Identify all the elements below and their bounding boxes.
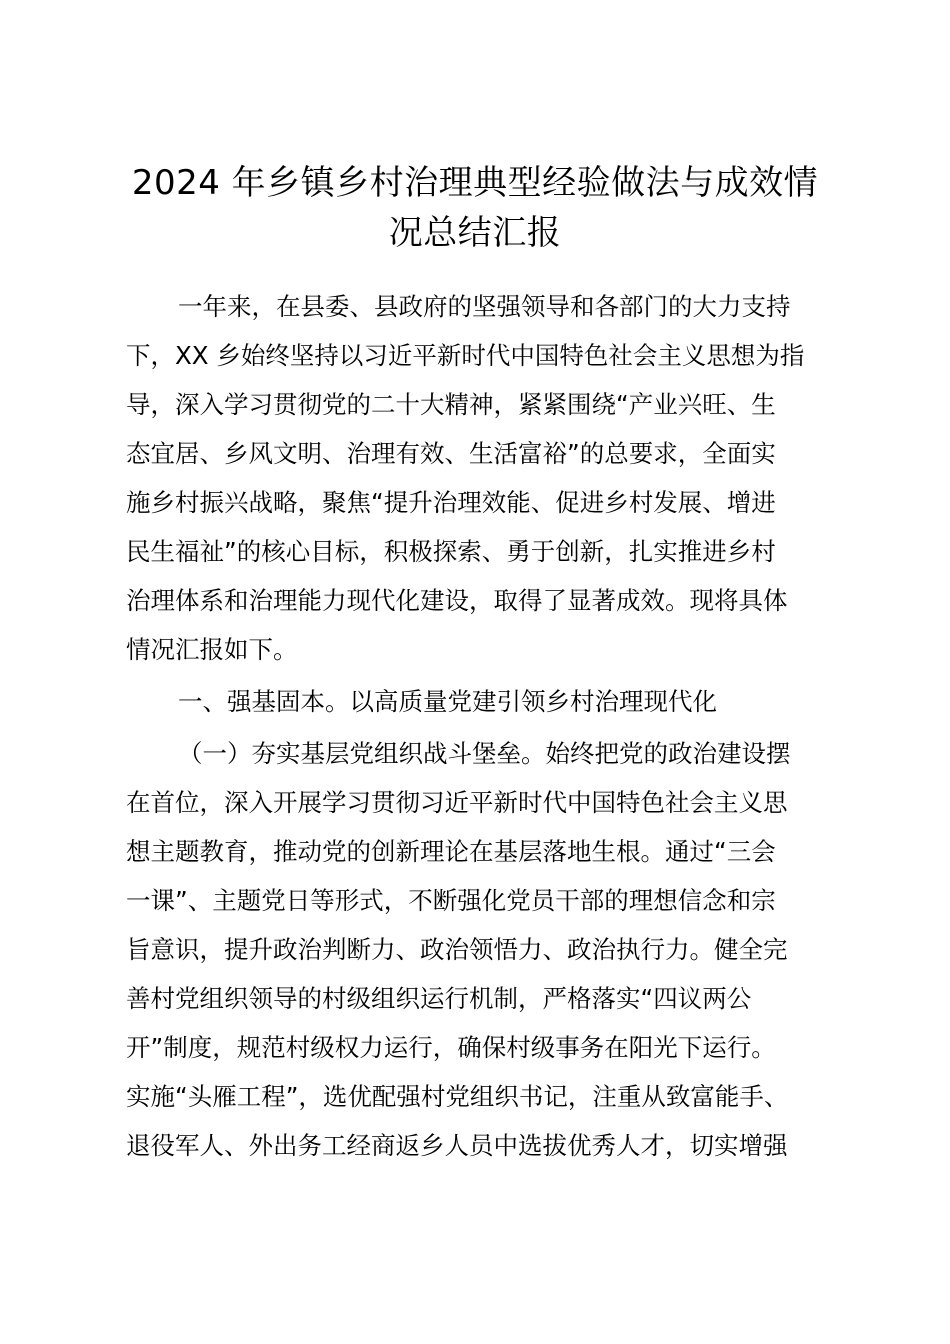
heading-line: 一、强基固本。以高质量党建引领乡村治理现代化 (178, 687, 717, 716)
text-line: 民生福祉”的核心目标，积极探索、勇于创新，扎实推进乡村 (126, 537, 776, 566)
text-line: 一课”、主题党日等形式，不断强化党员干部的理想信念和宗 (126, 886, 776, 915)
intro-paragraph (126, 282, 830, 674)
text-line: 实施“头雁工程”，选优配强村党组织书记，注重从致富能手、 (126, 1082, 789, 1111)
section-heading (126, 677, 830, 726)
text-line: 导，深入学习贯彻党的二十大精神，紧紧围绕“产业兴旺、生 (126, 390, 776, 419)
text-line: 一年来，在县委、县政府的坚强领导和各部门的大力支持 (178, 292, 791, 321)
text-line: 开”制度，规范村级权力运行，确保村级事务在阳光下运行。 (126, 1033, 776, 1062)
text-line: 情况汇报如下。 (126, 635, 298, 664)
text-line: （一）夯实基层党组织战斗堡垒。始终把党的政治建设摆 (178, 739, 791, 768)
text-line: 退役军人、外出务工经商返乡人员中选拔优秀人才，切实增强 (126, 1131, 788, 1160)
title-line: 况总结汇报 (388, 213, 562, 253)
document-body (126, 282, 830, 1170)
subsection-paragraph (126, 729, 830, 1170)
document-title (100, 158, 850, 258)
text-line: 施乡村振兴战略，聚焦“提升治理效能、促进乡村发展、增进 (126, 488, 776, 517)
text-line: 治理体系和治理能力现代化建设，取得了显著成效。现将具体 (126, 586, 788, 615)
title-line: 2024 年乡镇乡村治理典型经验做法与成效情 (131, 163, 819, 203)
text-line: 善村党组织领导的村级组织运行机制，严格落实“四议两公 (126, 984, 752, 1013)
text-line: 在首位，深入开展学习贯彻习近平新时代中国特色社会主义思 (126, 788, 788, 817)
text-line: 态宜居、乡风文明、治理有效、生活富裕”的总要求，全面实 (126, 439, 776, 468)
text-line: 想主题教育，推动党的创新理论在基层落地生根。通过“三会 (126, 837, 776, 866)
text-line: 下，XX 乡始终坚持以习近平新时代中国特色社会主义思想为指 (126, 341, 805, 370)
text-line: 旨意识，提升政治判断力、政治领悟力、政治执行力。健全完 (126, 935, 788, 964)
